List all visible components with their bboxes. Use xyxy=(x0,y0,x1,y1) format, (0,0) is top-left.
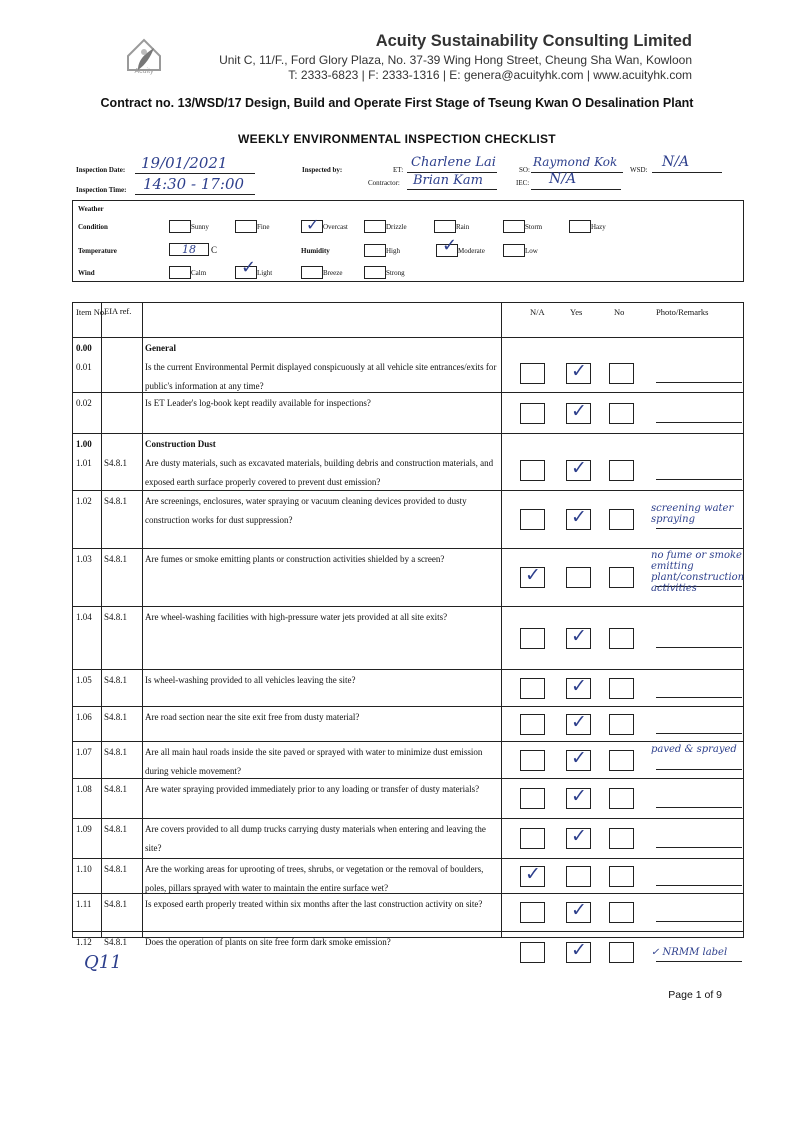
check-mark-icon: ✓ xyxy=(571,899,587,921)
checklist-question: Are the working areas for uprooting of trees, shrubs, or vegetation or the removal of boulders, poles, pillars sprayed with water to maintain the entire surface wet? xyxy=(145,864,484,893)
remarks-line xyxy=(656,382,742,383)
remarks-line xyxy=(656,479,742,480)
condition-fine-checkbox[interactable] xyxy=(235,220,257,233)
eia-ref: S4.8.1 xyxy=(104,675,128,685)
answer-yes-checkbox[interactable] xyxy=(566,711,591,735)
row-divider xyxy=(73,818,743,819)
answer-na-checkbox[interactable] xyxy=(520,403,545,424)
checklist-question: Are water spraying provided immediately prior to any loading or transfer of dusty materials? xyxy=(145,784,480,794)
remarks-line xyxy=(656,697,742,698)
row-divider xyxy=(73,392,743,393)
row-divider xyxy=(73,433,743,434)
temperature-field[interactable] xyxy=(169,243,209,256)
item-number: 1.11 xyxy=(76,899,92,909)
condition-drizzle-checkbox[interactable] xyxy=(364,220,386,233)
wind-light-label: Light xyxy=(257,269,273,277)
check-mark-icon: ✓ xyxy=(571,400,587,422)
remarks-line xyxy=(656,961,742,962)
answer-no-checkbox[interactable] xyxy=(609,788,634,809)
item-number: 1.12 xyxy=(76,937,92,947)
answer-no-checkbox[interactable] xyxy=(609,363,634,384)
check-mark-icon: ✓ xyxy=(571,625,587,647)
remarks-line xyxy=(656,807,742,808)
wind-calm-checkbox[interactable] xyxy=(169,266,191,279)
check-mark-icon: ✓ xyxy=(442,235,458,256)
company-name: Acuity Sustainability Consulting Limited xyxy=(375,32,692,50)
answer-na-checkbox[interactable] xyxy=(520,564,545,588)
check-mark-icon: ✓ xyxy=(571,457,587,479)
row-divider xyxy=(73,669,743,670)
check-mark-icon: ✓ xyxy=(525,863,541,885)
eia-ref: S4.8.1 xyxy=(104,864,128,874)
checklist-question: Are fumes or smoke emitting plants or construction activities shielded by a screen? xyxy=(145,554,445,564)
weather-box xyxy=(72,200,744,282)
remarks-line xyxy=(656,847,742,848)
contractor-value: Brian Kam xyxy=(413,173,483,188)
check-mark-icon: ✓ xyxy=(571,825,587,847)
answer-yes-checkbox[interactable] xyxy=(566,747,591,771)
weather-heading: Weather xyxy=(78,205,104,213)
so-field xyxy=(531,155,623,173)
check-mark-icon: ✓ xyxy=(571,785,587,807)
inspection-date-field xyxy=(135,154,255,174)
checklist-question: Is exposed earth properly treated within six months after the last construction activity on site? xyxy=(145,899,483,909)
eia-ref: S4.8.1 xyxy=(104,554,128,564)
check-mark-icon: ✓ xyxy=(306,215,320,234)
answer-yes-checkbox[interactable] xyxy=(566,400,591,424)
answer-yes-checkbox[interactable] xyxy=(566,675,591,699)
answer-na-checkbox[interactable] xyxy=(520,460,545,481)
handwritten-remark: paved & sprayed xyxy=(651,744,737,755)
answer-na-checkbox[interactable] xyxy=(520,902,545,923)
eia-ref: S4.8.1 xyxy=(104,747,128,757)
answer-yes-checkbox[interactable] xyxy=(566,939,591,963)
page-number: Page 1 of 9 xyxy=(668,989,722,1001)
condition-label: Condition xyxy=(78,223,108,231)
row-divider xyxy=(73,706,743,707)
et-value: Charlene Lai xyxy=(411,155,496,170)
check-mark-icon: ✓ xyxy=(241,257,257,278)
check-mark-icon: ✓ xyxy=(571,506,587,528)
check-mark-icon: ✓ xyxy=(571,711,587,733)
eia-ref: S4.8.1 xyxy=(104,784,128,794)
section-heading: General xyxy=(145,343,176,353)
answer-no-checkbox[interactable] xyxy=(609,460,634,481)
answer-na-checkbox[interactable] xyxy=(520,942,545,963)
answer-yes-checkbox[interactable] xyxy=(566,360,591,384)
answer-no-checkbox[interactable] xyxy=(609,403,634,424)
answer-na-checkbox[interactable] xyxy=(520,628,545,649)
header-na: N/A xyxy=(530,307,545,317)
answer-yes-checkbox[interactable] xyxy=(566,825,591,849)
header-yes: Yes xyxy=(570,307,583,317)
condition-storm-checkbox[interactable] xyxy=(503,220,525,233)
inspection-time-field xyxy=(135,175,255,195)
inspection-time-label: Inspection Time: xyxy=(76,186,127,194)
answer-na-checkbox[interactable] xyxy=(520,863,545,887)
check-mark-icon: ✓ xyxy=(571,747,587,769)
temperature-value: 18 xyxy=(182,243,196,256)
company-address: Unit C, 11/F., Ford Glory Plaza, No. 37-39 Wing Hong Street, Cheung Sha Wan, Kowloon xyxy=(219,53,692,67)
handwritten-remark: no fume or smoke emitting plant/construction activities xyxy=(651,550,745,594)
et-label: ET: xyxy=(393,166,404,174)
wsd-field xyxy=(652,154,722,173)
contractor-label: Contractor: xyxy=(368,179,400,187)
header-eia-ref: EIA ref. xyxy=(104,306,132,316)
checklist-table xyxy=(72,302,745,961)
item-number: 1.05 xyxy=(76,675,92,685)
contract-title: Contract no. 13/WSD/17 Design, Build and Operate First Stage of Tseung Kwan O Desalination Plant xyxy=(100,96,694,110)
answer-no-checkbox[interactable] xyxy=(609,567,634,588)
wind-strong-label: Strong xyxy=(386,269,405,277)
iec-label: IEC: xyxy=(516,179,530,187)
checklist-question: Are dusty materials, such as excavated materials, building debris and construction materials, and exposed earth surface properly covered to prevent dust emission? xyxy=(145,458,494,487)
item-number: 1.07 xyxy=(76,747,92,757)
contractor-field xyxy=(407,173,497,190)
checklist-question: Is ET Leader's log-book kept readily available for inspections? xyxy=(145,398,371,408)
condition-hazy-label: Hazy xyxy=(591,223,606,231)
header-item-no: Item No. xyxy=(76,307,107,317)
row-divider xyxy=(73,337,743,338)
item-number: 1.04 xyxy=(76,612,92,622)
item-number: 1.09 xyxy=(76,824,92,834)
condition-rain-checkbox[interactable] xyxy=(434,220,456,233)
eia-ref: S4.8.1 xyxy=(104,824,128,834)
answer-no-checkbox[interactable] xyxy=(609,866,634,887)
remarks-line xyxy=(656,885,742,886)
answer-no-checkbox[interactable] xyxy=(609,902,634,923)
eia-ref: S4.8.1 xyxy=(104,937,128,947)
item-number: 1.02 xyxy=(76,496,92,506)
humidity-high-label: High xyxy=(386,247,400,255)
answer-na-checkbox[interactable] xyxy=(520,509,545,530)
wind-light-checkbox[interactable] xyxy=(235,257,257,279)
condition-drizzle-label: Drizzle xyxy=(386,223,407,231)
wind-strong-checkbox[interactable] xyxy=(364,266,386,279)
handwritten-note: Q11 xyxy=(84,952,122,973)
wind-label: Wind xyxy=(78,269,95,277)
humidity-low-label: Low xyxy=(525,247,538,255)
answer-yes-checkbox[interactable] xyxy=(566,866,591,887)
answer-na-checkbox[interactable] xyxy=(520,363,545,384)
inspection-date-value: 19/01/2021 xyxy=(141,154,228,172)
check-mark-icon: ✓ xyxy=(571,939,587,961)
humidity-high-checkbox[interactable] xyxy=(364,244,386,257)
answer-na-checkbox[interactable] xyxy=(520,788,545,809)
et-field xyxy=(407,155,497,173)
checklist-question: Are road section near the site exit free from dusty material? xyxy=(145,712,360,722)
condition-overcast-checkbox[interactable] xyxy=(301,215,323,234)
so-label: SO: xyxy=(519,166,530,174)
company-contacts: T: 2333-6823 | F: 2333-1316 | E: genera@acuityhk.com | www.acuityhk.com xyxy=(288,68,692,82)
answer-no-checkbox[interactable] xyxy=(609,942,634,963)
section-heading: Construction Dust xyxy=(145,439,216,449)
item-number: 1.01 xyxy=(76,458,92,468)
eia-ref: S4.8.1 xyxy=(104,712,128,722)
row-divider xyxy=(73,606,743,607)
answer-no-checkbox[interactable] xyxy=(609,628,634,649)
row-divider xyxy=(73,778,743,779)
answer-yes-checkbox[interactable] xyxy=(566,899,591,923)
handwritten-remark: screening water spraying xyxy=(651,503,734,525)
condition-sunny-checkbox[interactable] xyxy=(169,220,191,233)
condition-rain-label: Rain xyxy=(456,223,470,231)
row-divider xyxy=(73,548,743,549)
eia-ref: S4.8.1 xyxy=(104,458,128,468)
iec-field xyxy=(531,171,621,190)
item-number: 0.00 xyxy=(76,343,92,353)
answer-no-checkbox[interactable] xyxy=(609,750,634,771)
item-number: 0.02 xyxy=(76,398,92,408)
condition-storm-label: Storm xyxy=(525,223,543,231)
answer-na-checkbox[interactable] xyxy=(520,750,545,771)
wind-breeze-checkbox[interactable] xyxy=(301,266,323,279)
checklist-question: Are wheel-washing facilities with high-pressure water jets provided at all site exits? xyxy=(145,612,448,622)
item-number: 1.03 xyxy=(76,554,92,564)
condition-hazy-checkbox[interactable] xyxy=(569,220,591,233)
condition-fine-label: Fine xyxy=(257,223,270,231)
remarks-line xyxy=(656,733,742,734)
header-remarks: Photo/Remarks xyxy=(656,307,709,317)
item-number: 0.01 xyxy=(76,362,92,372)
humidity-low-checkbox[interactable] xyxy=(503,244,525,257)
item-number: 1.08 xyxy=(76,784,92,794)
remarks-line xyxy=(656,921,742,922)
check-mark-icon: ✓ xyxy=(525,564,541,586)
row-divider xyxy=(73,858,743,859)
checklist-question: Is the current Environmental Permit displayed conspicuously at all vehicle site entrances/exits for public's information at any time? xyxy=(145,362,497,391)
temperature-label: Temperature xyxy=(78,247,117,255)
row-divider xyxy=(73,741,743,742)
item-number: 1.06 xyxy=(76,712,92,722)
checklist-question: Does the operation of plants on site free form dark smoke emission? xyxy=(145,937,391,947)
wind-breeze-label: Breeze xyxy=(323,269,343,277)
wsd-label: WSD: xyxy=(630,166,648,174)
answer-no-checkbox[interactable] xyxy=(609,714,634,735)
inspection-time-value: 14:30 - 17:00 xyxy=(143,175,245,193)
so-value: Raymond Kok xyxy=(533,155,618,169)
answer-no-checkbox[interactable] xyxy=(609,828,634,849)
humidity-label: Humidity xyxy=(301,247,330,255)
answer-yes-checkbox[interactable] xyxy=(566,567,591,588)
eia-ref: S4.8.1 xyxy=(104,899,128,909)
row-divider xyxy=(73,893,743,894)
handwritten-remark: ✓ NRMM label xyxy=(651,947,728,958)
wsd-value: N/A xyxy=(662,154,690,170)
humidity-moderate-label: Moderate xyxy=(458,247,485,255)
answer-yes-checkbox[interactable] xyxy=(566,506,591,530)
row-divider xyxy=(73,490,743,491)
answer-na-checkbox[interactable] xyxy=(520,714,545,735)
answer-no-checkbox[interactable] xyxy=(609,509,634,530)
answer-yes-checkbox[interactable] xyxy=(566,785,591,809)
checklist-question: Are all main haul roads inside the site paved or sprayed with water to minimize dust emission during vehicle movement? xyxy=(145,747,483,776)
remarks-line xyxy=(656,647,742,648)
answer-no-checkbox[interactable] xyxy=(609,678,634,699)
condition-overcast-label: Overcast xyxy=(323,223,348,231)
checklist-question: Are covers provided to all dump trucks carrying dusty materials when entering and leaving the site? xyxy=(145,824,486,853)
answer-na-checkbox[interactable] xyxy=(520,828,545,849)
logo-caption: Acuity xyxy=(134,68,154,75)
iec-value: N/A xyxy=(549,171,577,187)
humidity-moderate-checkbox[interactable] xyxy=(436,235,458,257)
answer-yes-checkbox[interactable] xyxy=(566,625,591,649)
wind-calm-label: Calm xyxy=(191,269,207,277)
checklist-question: Are screenings, enclosures, water spraying or vacuum cleaning devices provided to dusty construction works for dust suppression? xyxy=(145,496,467,525)
item-number: 1.00 xyxy=(76,439,92,449)
remarks-line xyxy=(656,422,742,423)
remarks-line xyxy=(656,769,742,770)
checklist-title: WEEKLY ENVIRONMENTAL INSPECTION CHECKLIST xyxy=(238,132,556,146)
checklist-question: Is wheel-washing provided to all vehicles leaving the site? xyxy=(145,675,356,685)
inspected-by-label: Inspected by: xyxy=(302,166,343,174)
inspection-date-label: Inspection Date: xyxy=(76,166,126,174)
answer-na-checkbox[interactable] xyxy=(520,678,545,699)
eia-ref: S4.8.1 xyxy=(104,612,128,622)
header-no: No xyxy=(614,307,625,317)
eia-ref: S4.8.1 xyxy=(104,496,128,506)
item-number: 1.10 xyxy=(76,864,92,874)
remarks-line xyxy=(656,528,742,529)
row-divider xyxy=(73,931,743,932)
check-mark-icon: ✓ xyxy=(571,675,587,697)
answer-yes-checkbox[interactable] xyxy=(566,457,591,481)
condition-sunny-label: Sunny xyxy=(191,223,209,231)
temperature-unit: C xyxy=(211,245,218,255)
check-mark-icon: ✓ xyxy=(571,360,587,382)
